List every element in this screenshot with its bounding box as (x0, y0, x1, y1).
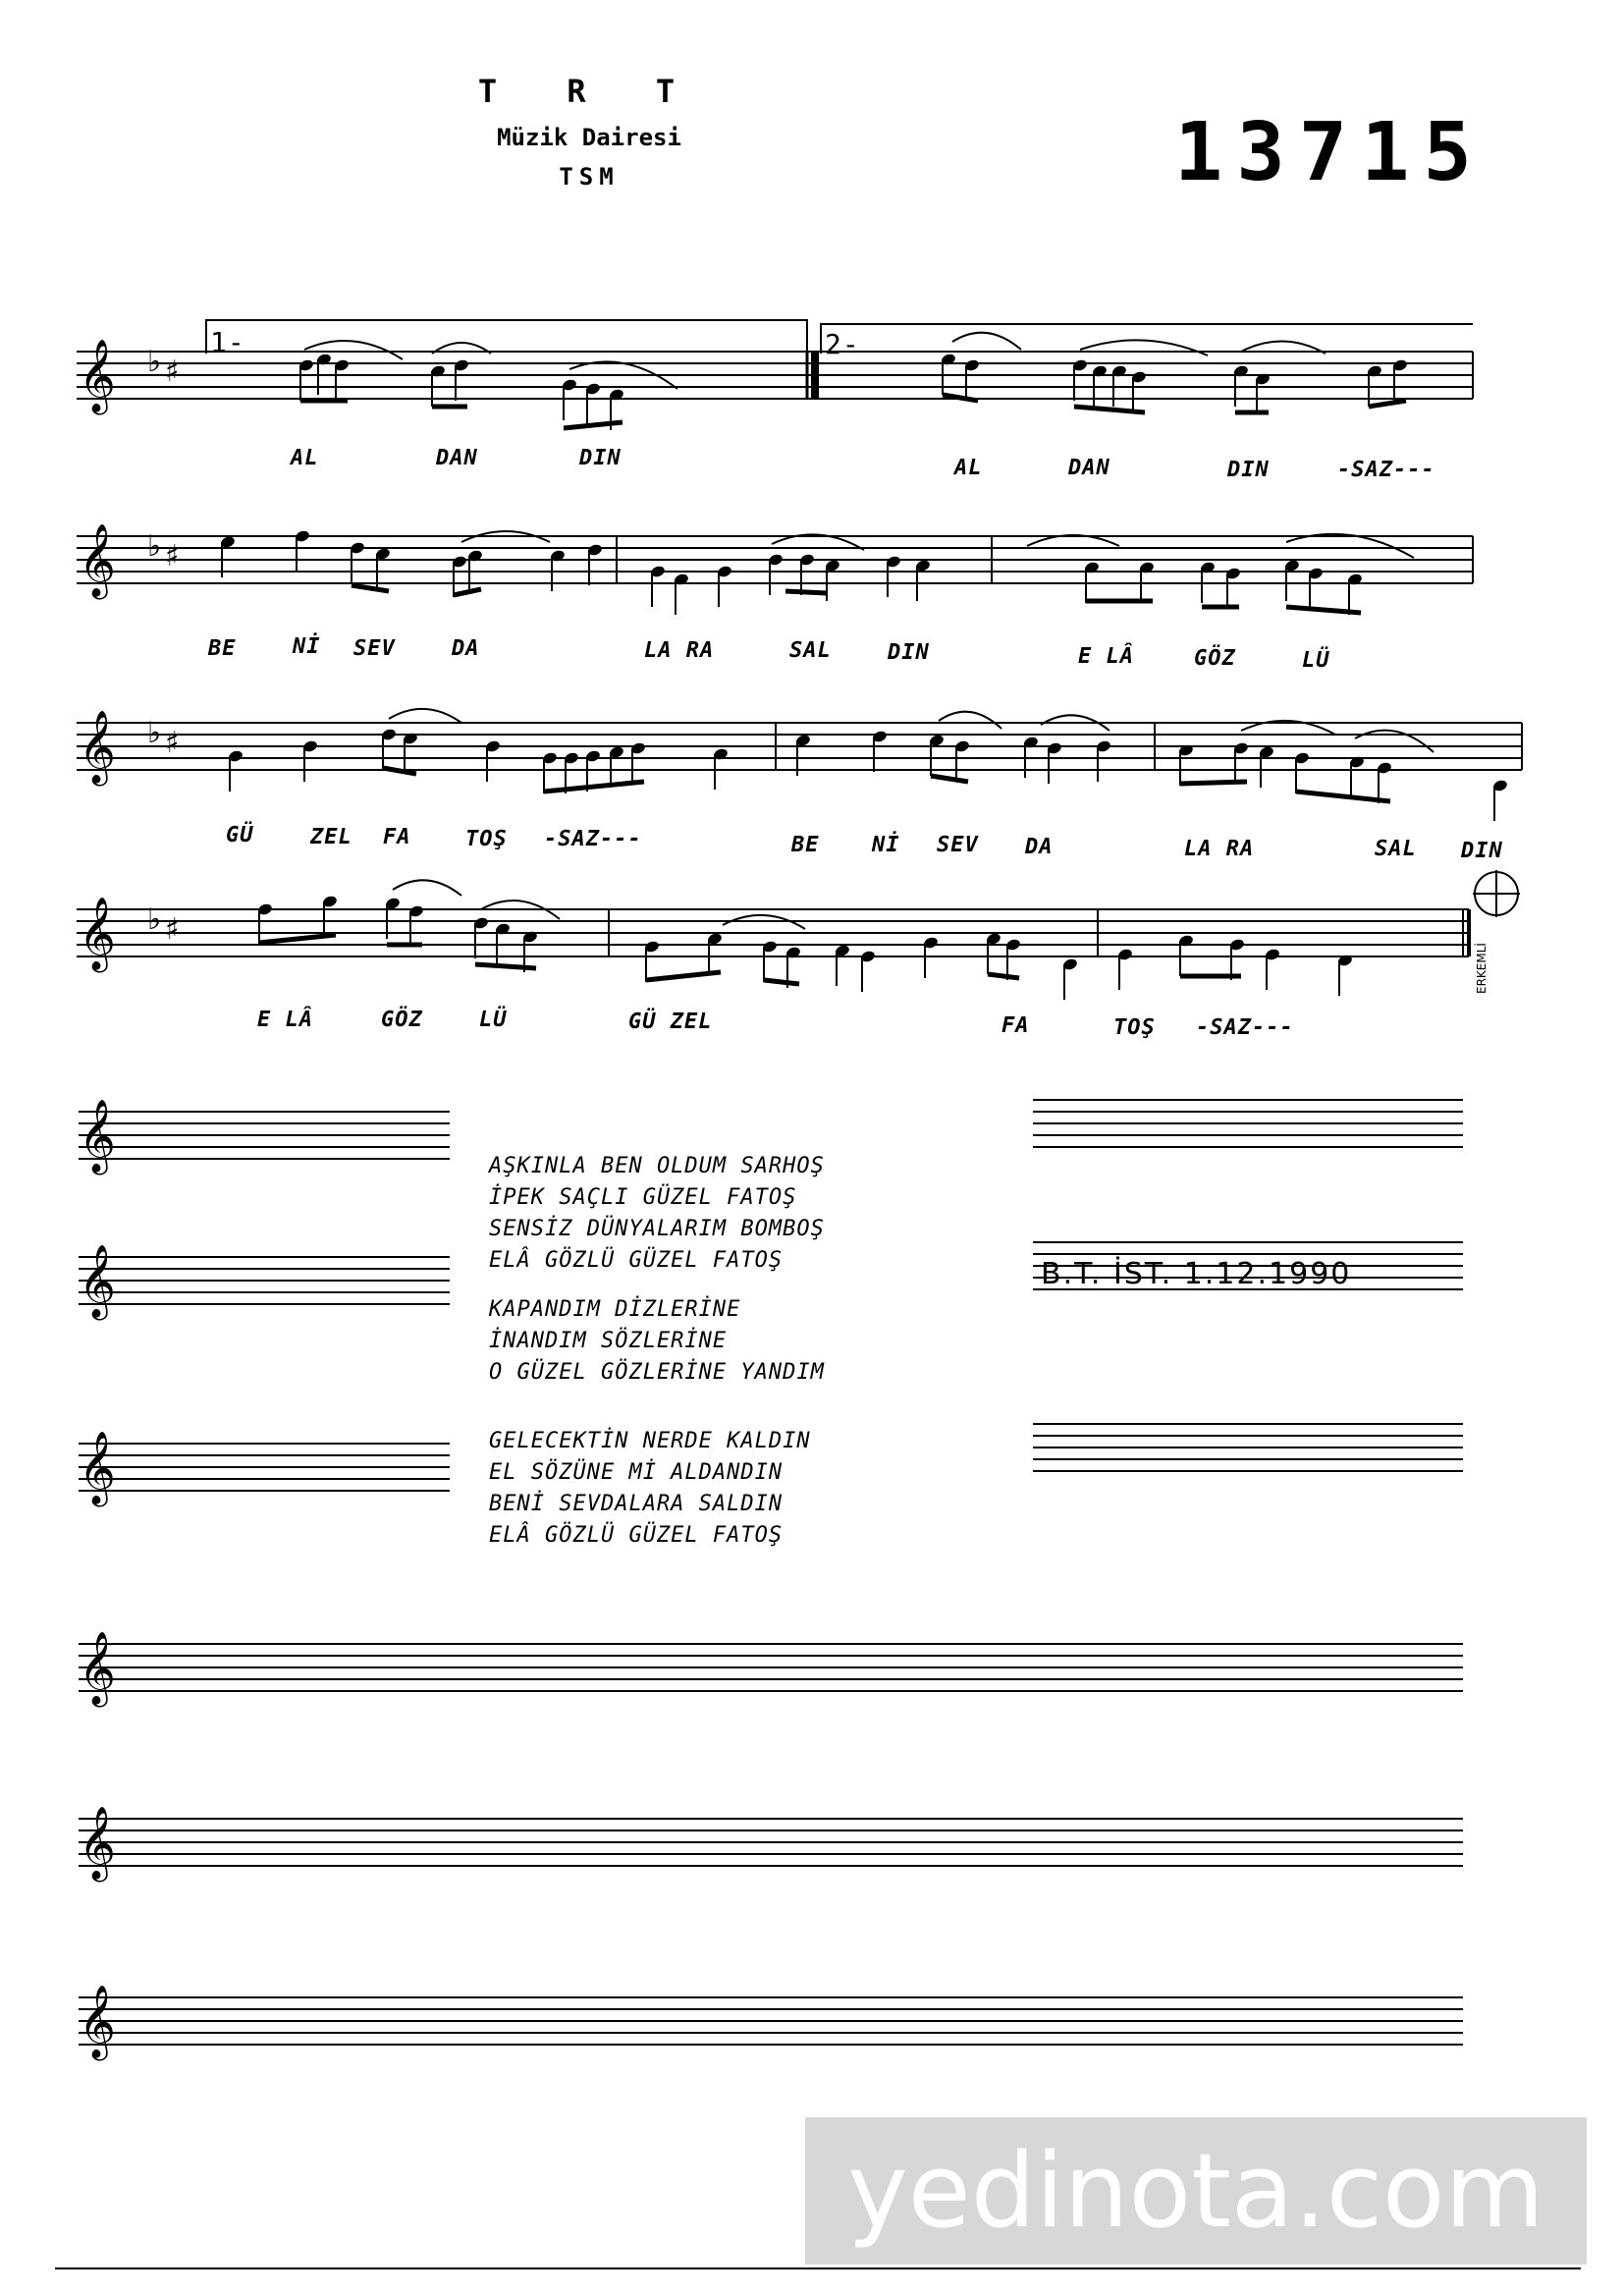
beam (988, 974, 1019, 978)
lyric: DA (1025, 835, 1054, 859)
lyric: -SAZ--- (1196, 1015, 1294, 1040)
flat-icon: ♭ (147, 716, 162, 750)
beam (646, 972, 721, 980)
verse-line: İNANDIM SÖZLERİNE (489, 1329, 728, 1353)
lyric: -SAZ--- (1337, 458, 1435, 482)
lyric: DIN (579, 446, 622, 470)
treble-clef-icon: 𝄞 (79, 340, 116, 412)
beam (383, 768, 416, 774)
lyric: LÜ (1302, 648, 1330, 673)
beam (454, 589, 481, 595)
lyric: E LÂ (257, 1008, 313, 1032)
beam (544, 782, 644, 792)
flat-icon: ♭ (147, 529, 162, 564)
lyric: LA RA (1184, 837, 1255, 861)
lyric: DAN (436, 446, 478, 470)
verse-line: KAPANDIM DİZLERİNE (489, 1297, 741, 1322)
catalog-number: 13715 (1174, 106, 1486, 199)
treble-clef-icon: 𝄞 (79, 1432, 116, 1504)
volta-bracket (206, 320, 807, 354)
beam (785, 591, 827, 593)
handwritten-date: B.T. İST. 1.12.1990 (1041, 1257, 1352, 1291)
beam (931, 776, 968, 782)
flat-icon: ♭ (147, 345, 162, 379)
beam (943, 395, 978, 401)
verse-block (489, 1426, 811, 1552)
slur (1080, 340, 1208, 355)
lyric: SAL (1375, 837, 1417, 861)
treble-clef-icon: 𝄞 (79, 711, 116, 784)
lyric: DIN (888, 640, 930, 665)
beam (475, 964, 536, 968)
beam (352, 585, 389, 591)
lyric: AL (291, 446, 319, 470)
verse-line: BENİ SEVDALARA SALDIN (489, 1492, 784, 1516)
beam (1074, 407, 1145, 412)
lyric: DAN (1068, 456, 1110, 480)
lyric: DA (452, 636, 480, 661)
lyric: SEV (937, 833, 979, 857)
treble-clef-icon: 𝄞 (79, 1986, 116, 2058)
lyric: DIN (1461, 839, 1503, 863)
treble-clef-icon: 𝄞 (79, 1807, 116, 1880)
lyric: FA (383, 825, 411, 849)
lyric: BE (208, 636, 237, 661)
slur (393, 880, 461, 896)
lyric: LÜ (479, 1008, 508, 1032)
slur (304, 341, 403, 359)
lyric: GÖZ (381, 1008, 423, 1032)
lyric: E LÂ (1078, 644, 1134, 669)
lyric: TOŞ (465, 827, 508, 851)
sharp-icon: ♯ (165, 355, 180, 389)
department-sub: TSM (559, 163, 620, 191)
department-name: Müzik Dairesi (497, 124, 681, 151)
verse-line: GELECEKTİN NERDE KALDIN (489, 1429, 811, 1453)
lyric: DIN (1227, 458, 1270, 482)
slur (1286, 534, 1414, 558)
flat-icon: ♭ (147, 902, 162, 937)
lyric: GÜ ZEL (628, 1010, 713, 1034)
volta-bracket (821, 324, 1473, 354)
treble-clef-icon: 𝄞 (79, 1632, 116, 1705)
verse-line: O GÜZEL GÖZLERİNE YANDIM (489, 1360, 825, 1385)
lyric: AL (954, 456, 983, 480)
treble-clef-icon: 𝄞 (79, 898, 116, 970)
sharp-icon: ♯ (165, 539, 180, 574)
verse-line: İPEK SAÇLI GÜZEL FATOŞ (489, 1185, 797, 1210)
lyric: SEV (353, 636, 396, 661)
treble-clef-icon: 𝄞 (79, 1100, 116, 1173)
verse-block (489, 1151, 825, 1277)
treble-clef-icon: 𝄞 (79, 524, 116, 597)
beam (1369, 401, 1406, 407)
lyric: FA (1001, 1013, 1030, 1038)
lyric: LA RA (644, 638, 715, 663)
volta-first-label: 1- (210, 326, 245, 358)
verse-line: ELÂ GÖZLÜ GÜZEL FATOŞ (489, 1523, 784, 1548)
verse-line: ELÂ GÖZLÜ GÜZEL FATOŞ (489, 1248, 784, 1273)
lyric: BE (791, 833, 820, 857)
lyric: GÖZ (1194, 646, 1236, 671)
side-mark: ERKEMLİ (1475, 943, 1489, 994)
sharp-icon: ♯ (165, 726, 180, 760)
trt-logo: T R T (477, 73, 701, 110)
slur (939, 712, 1001, 729)
volta-second-label: 2- (825, 328, 860, 360)
verse-line: EL SÖZÜNE Mİ ALDANDIN (489, 1460, 784, 1485)
watermark: yedinota.com (805, 2117, 1587, 2265)
treble-clef-icon: 𝄞 (79, 1245, 116, 1318)
verse-line: AŞKINLA BEN OLDUM SARHOŞ (489, 1154, 825, 1178)
beam (1180, 782, 1247, 784)
slur (389, 709, 461, 723)
beam (259, 935, 336, 943)
beam (764, 980, 799, 984)
verse-line: SENSİZ DÜNYALARIM BOMBOŞ (489, 1217, 825, 1241)
lyric: GÜ (226, 823, 254, 847)
lyric: -SAZ--- (544, 827, 642, 851)
beam (1296, 792, 1390, 801)
lyric: SAL (789, 638, 832, 663)
beam (564, 422, 623, 428)
slur (952, 333, 1021, 350)
lyric: ZEL (310, 825, 352, 849)
verse-block (489, 1294, 825, 1389)
lyric: Nİ (872, 833, 900, 857)
lyric: TOŞ (1113, 1015, 1156, 1040)
lyric: Nİ (293, 634, 321, 659)
sharp-icon: ♯ (165, 912, 180, 947)
